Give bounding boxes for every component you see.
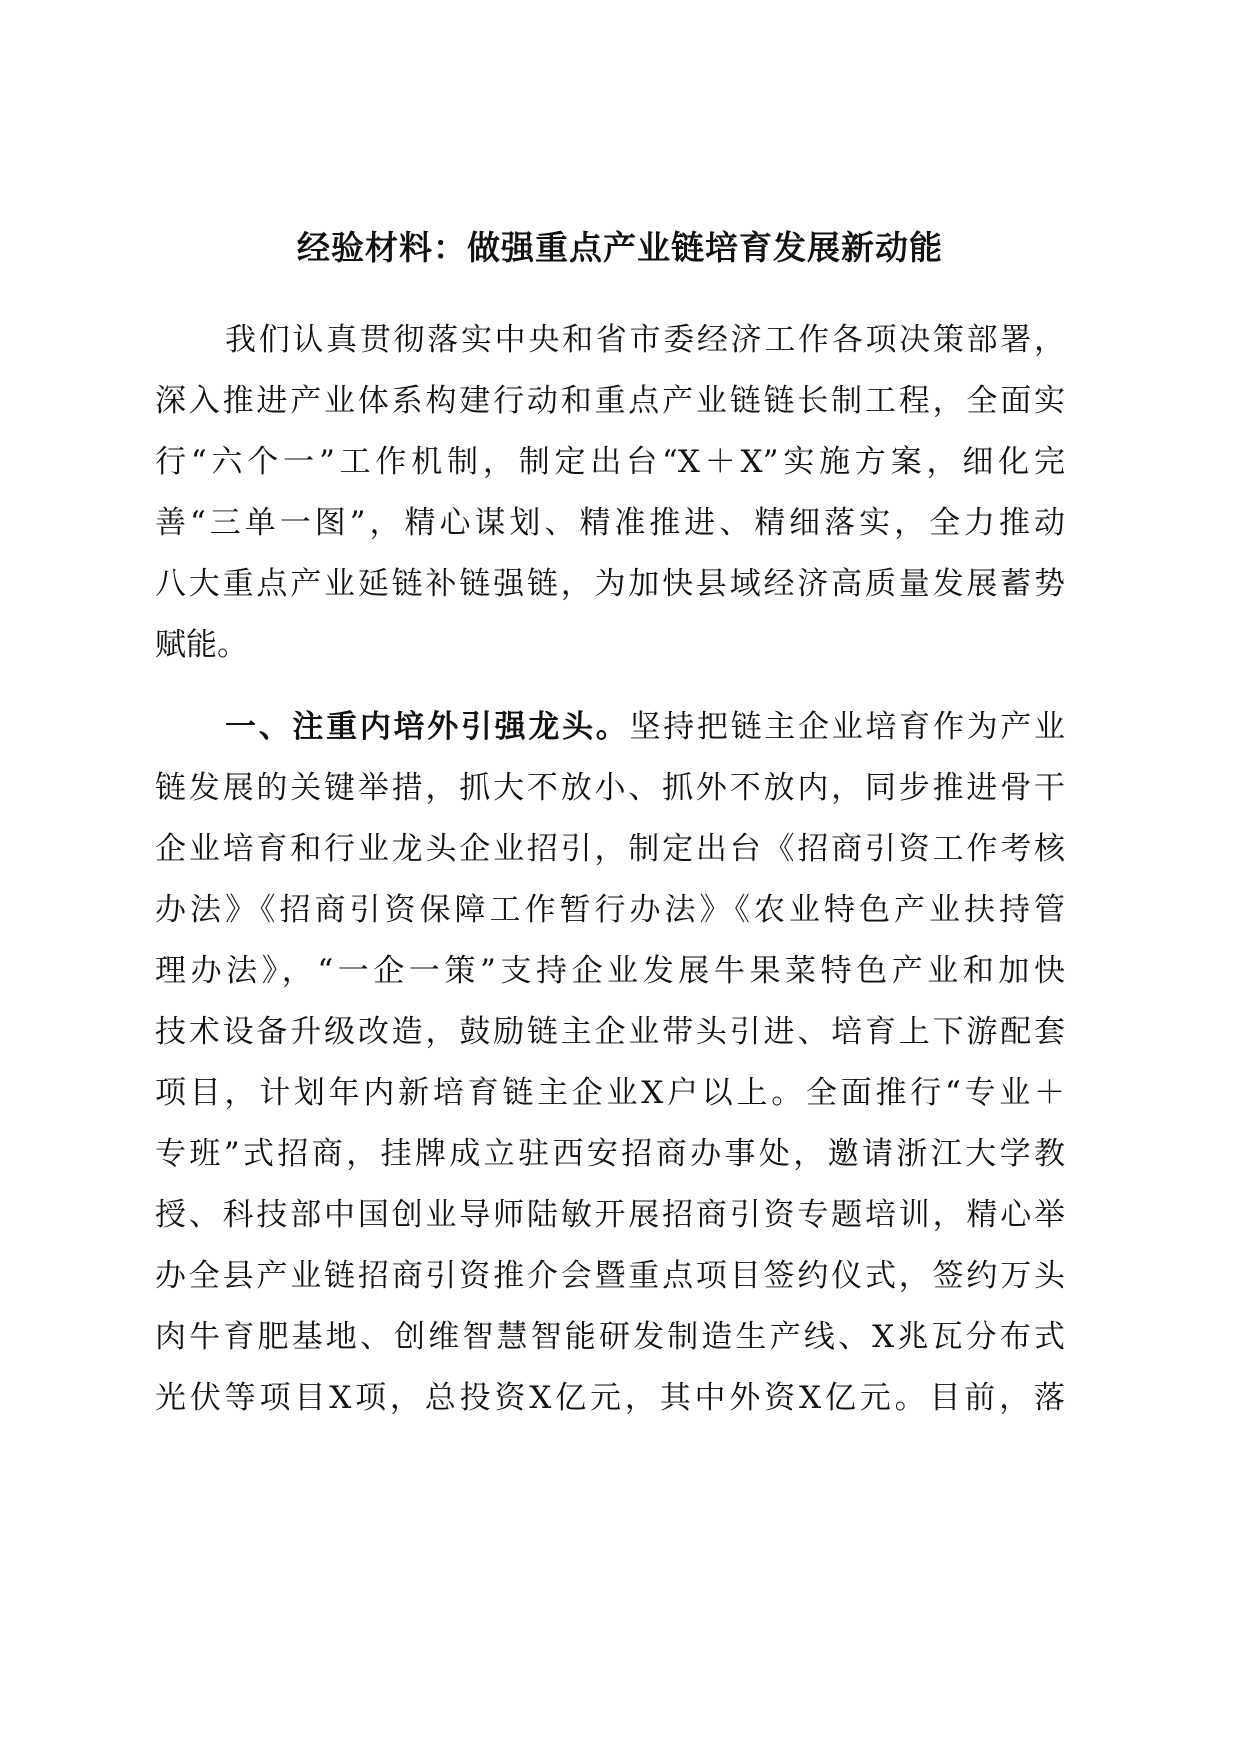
paragraph-line: 办全县产业链招商引资推介会暨重点项目签约仪式，签约万头 — [155, 1258, 1065, 1294]
paragraph-line: 办法》《招商引资保障工作暂行办法》《农业特色产业扶持管 — [155, 892, 1065, 928]
section-heading: 一、注重内培外引强龙头。 — [225, 709, 630, 745]
paragraph-line: 光伏等项目X项，总投资X亿元，其中外资X亿元。目前，落 — [155, 1380, 1065, 1416]
paragraph-line: 技术设备升级改造，鼓励链主企业带头引进、培育上下游配套 — [155, 1014, 1065, 1050]
paragraph-line: 赋能。 — [155, 627, 248, 663]
paragraph-line: 善“三单一图”，精心谋划、精准推进、精细落实，全力推动 — [155, 505, 1065, 541]
paragraph-line: 八大重点产业延链补链强链，为加快县域经济高质量发展蓄势 — [155, 566, 1065, 602]
paragraph-line: 深入推进产业体系构建行动和重点产业链链长制工程，全面实 — [155, 383, 1065, 419]
paragraph-line: 行“六个一”工作机制，制定出台“X＋X”实施方案，细化完 — [155, 444, 1065, 480]
paragraph-line: 理办法》，“一企一策”支持企业发展牛果菜特色产业和加快 — [155, 953, 1065, 989]
paragraph-line: 链发展的关键举措，抓大不放小、抓外不放内，同步推进骨干 — [155, 770, 1065, 806]
paragraph-line: 授、科技部中国创业导师陆敏开展招商引资专题培训，精心举 — [155, 1197, 1065, 1233]
paragraph-line: 专班”式招商，挂牌成立驻西安招商办事处，邀请浙江大学教 — [155, 1136, 1065, 1172]
paragraph-line: 项目，计划年内新培育链主企业X户以上。全面推行“专业＋ — [155, 1075, 1065, 1111]
paragraph-line: 企业培育和行业龙头企业招引，制定出台《招商引资工作考核 — [155, 831, 1065, 867]
paragraph-line: 我们认真贯彻落实中央和省市委经济工作各项决策部署， — [225, 322, 1065, 358]
section-text: 坚持把链主企业培育作为产业 — [629, 709, 1065, 745]
paragraph-line: 肉牛育肥基地、创维智慧智能研发制造生产线、X兆瓦分布式 — [155, 1319, 1065, 1355]
document-title: 经验材料：做强重点产业链培育发展新动能 — [297, 228, 943, 267]
section-heading-line — [225, 707, 1065, 747]
